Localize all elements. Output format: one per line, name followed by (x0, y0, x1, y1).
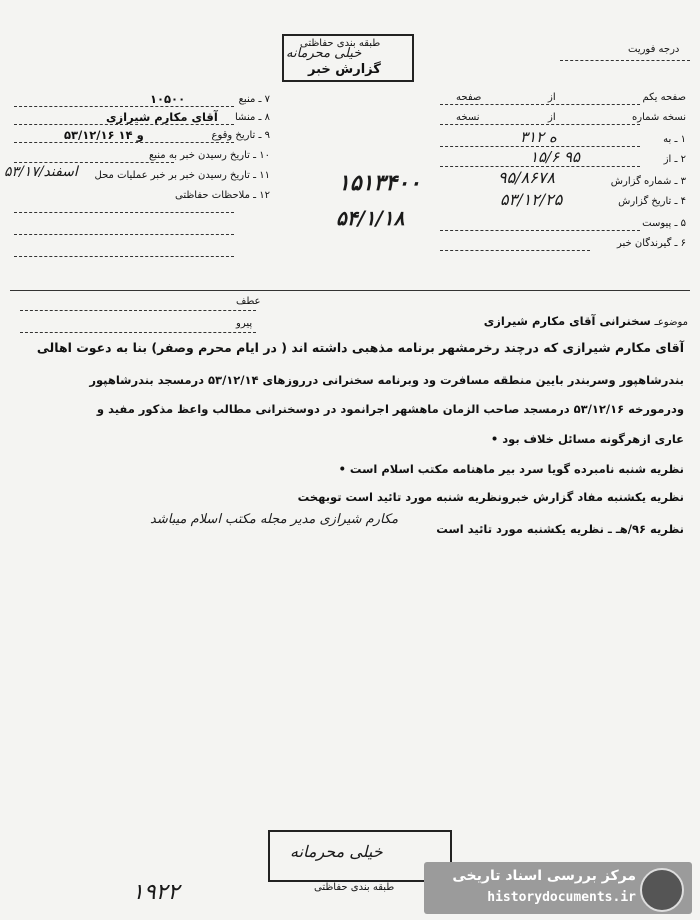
priority-label: درجه فوریت (628, 44, 680, 55)
left-field-line (14, 142, 234, 143)
priority-line (560, 60, 690, 61)
right-field-line (440, 230, 640, 231)
body-line-2: بندرشاهپور وسربندر بایین منطقه مسافرت ود وبرنامه سخنرانی درروزهای ۵۳/۱۲/۱۴ درمسجد بندرشاهپور (89, 373, 684, 387)
right-field-label: ۱ ـ به (663, 134, 686, 145)
body-line-6: نظریه یکشنبه مفاد گزارش خبرونظریه شنبه مورد تائید است توبهخت (297, 490, 684, 504)
right-field-value: ۳۱۲ ه (520, 128, 557, 146)
left-field-line (14, 212, 234, 213)
atf-line (20, 310, 256, 311)
right-field-right-label: نسخه (456, 112, 480, 123)
right-field-label: ۴ ـ تاریخ گزارش (618, 196, 686, 207)
right-field-line (440, 124, 640, 125)
top-classification-label: طبقه بندی حفاظتی (300, 38, 381, 49)
right-field-label: ۵ ـ پیوست (642, 218, 686, 229)
left-field-value: ۵۳/۱۲/۱۶ و ۱۴ (64, 128, 144, 142)
right-field-value: ۵۳/۱۲/۲۵ (500, 190, 563, 209)
right-field-line (440, 104, 640, 105)
subject-line: موضوعـ سخنرانی آقای مکارم شیرازی (483, 314, 688, 328)
left-field-line (14, 234, 234, 235)
right-field-label: ۶ ـ گیرندگان خبر (616, 238, 686, 249)
left-field-line (14, 106, 234, 107)
right-field-right-label: صفحه (456, 92, 482, 103)
left-field-label: ۱۱ ـ تاریخ رسیدن خبر بر خبر عملیات محل (94, 170, 270, 181)
body-line-4: عاری ازهرگونه مسائل خلاف بود • (490, 432, 684, 446)
left-field-line (14, 124, 234, 125)
atf-label: عطف (236, 296, 261, 307)
right-field-label: ۲ ـ از (663, 154, 686, 165)
left-field-label: ۷ ـ منبع (238, 94, 270, 105)
page-number: ۱۹۲۲ (132, 880, 180, 905)
peyro-label: پیرو (236, 318, 253, 329)
subject-text: سخنرانی آقای مکارم شیرازی (483, 314, 651, 328)
top-stamp-handwriting: خیلی محرمانه (286, 46, 362, 61)
body-line-5: نظریه شنبه نامبرده گویا سرد بیر ماهنامه مکتب اسلام است • (338, 462, 684, 476)
right-field-line (440, 166, 640, 167)
archive-logo-en: historydocuments.ir (487, 890, 636, 905)
body-line-7: نظریه ۹۶/هـ ـ نظریه یکشنبه مورد تائید است (436, 522, 684, 536)
left-field-label: ۱۲ ـ ملاحظات حفاظتی (175, 190, 270, 201)
body-line-3: ودرمورخه ۵۳/۱۲/۱۶ درمسجد صاحب الزمان ماهشهر اجرانمود در دوسخنرانی مطالب واعظ مذکور مفید و (96, 402, 684, 416)
left-field-value: آقای مکارم شیرازی (106, 110, 218, 124)
right-field-value: ۹۵/۸۶۷۸ (498, 168, 555, 187)
right-field-label: صفحه یکم (642, 92, 686, 103)
body-line-1: آقای مکارم شیرازی که درچند رخرمشهر برنامه مذهبی داشته اند ( در ایام محرم وصفر) بنا به دعوت اهالی (36, 340, 684, 355)
report-title: گزارش خبر (308, 62, 381, 77)
archive-logo (424, 862, 692, 914)
peyro-line (20, 332, 256, 333)
handwritten-receipt-date: ۵۴/۱/۱۸ (336, 206, 405, 230)
left-field-line (14, 256, 234, 257)
right-field-mid: از (548, 92, 556, 103)
archive-logo-icon (640, 868, 684, 912)
archive-logo-fa: مرکز بررسی اسناد تاریخی (452, 868, 636, 884)
bottom-classification-label: طبقه بندی حفاظتی (314, 882, 395, 893)
left-field-value: ۱۰۵۰۰ (150, 92, 186, 106)
left-field-line (14, 162, 174, 163)
left-field-label: ۸ ـ منشا (234, 112, 270, 123)
left-field-label: ۹ ـ تاریخ وقوع (211, 130, 270, 141)
subject-label: موضوع (657, 317, 688, 328)
right-field-line (440, 250, 590, 251)
handwritten-note: مکارم شیرازی مدیر مجله مکتب اسلام میباشد (150, 512, 399, 527)
header-divider (10, 290, 690, 291)
right-field-line (440, 146, 640, 147)
left-field-label: ۱۰ ـ تاریخ رسیدن خبر به منبع (148, 150, 270, 161)
right-field-label: نسخه شماره (632, 112, 686, 123)
left-field-value: ۵۳/اسفند/۱۷ (4, 164, 78, 180)
right-field-mid: از (548, 112, 556, 123)
bottom-stamp-handwriting: خیلی محرمانه (290, 842, 383, 861)
right-field-label: ۳ ـ شماره گزارش (610, 176, 686, 187)
handwritten-receipt-number: ۱۵۱۳۴۰۰ (338, 170, 421, 196)
right-field-value: ۱۵/۶ ۹۵ (530, 148, 581, 166)
